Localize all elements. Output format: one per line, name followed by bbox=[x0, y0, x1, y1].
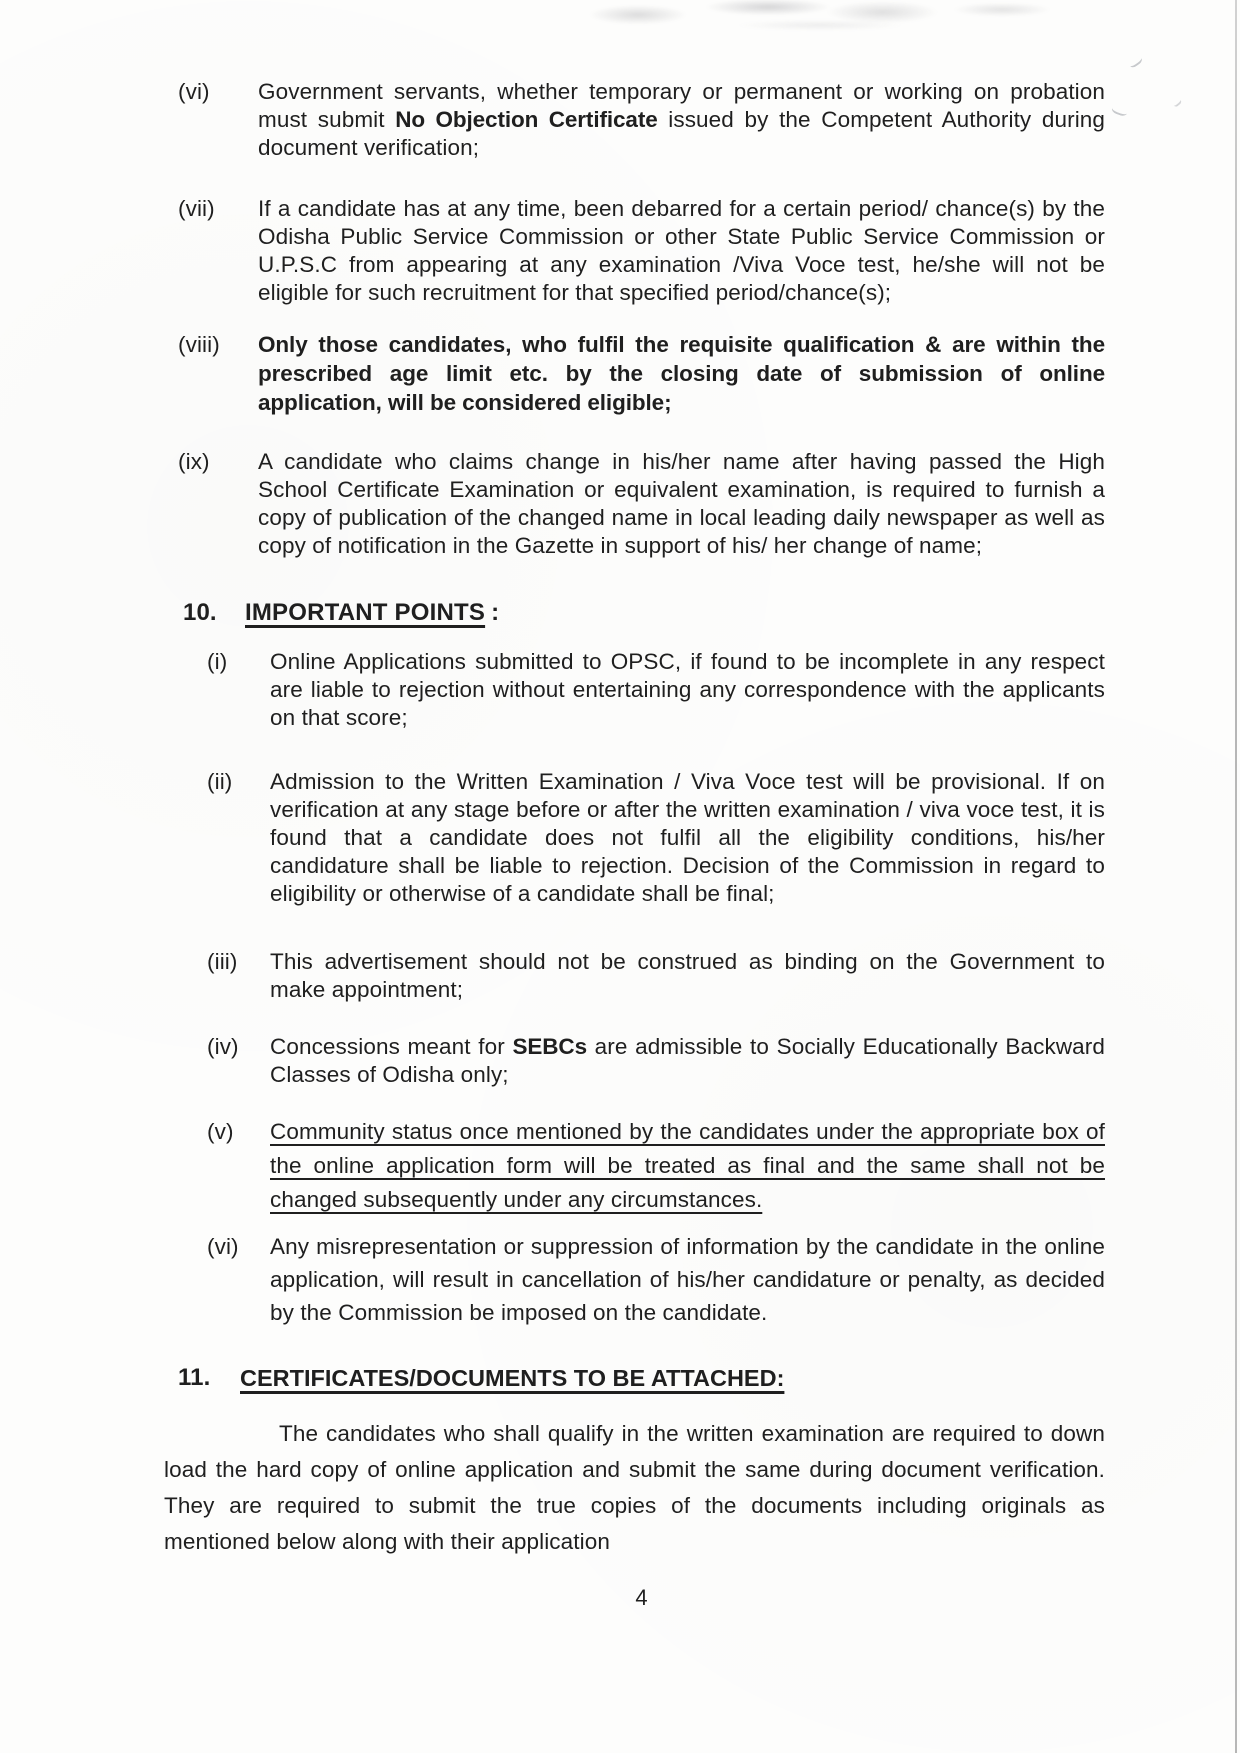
page-number: 4 bbox=[635, 1585, 648, 1610]
point-ii bbox=[207, 768, 1105, 908]
point-text: Concessions meant for SEBCs are admissible to Socially Educationally Backward Classes of Odisha only; bbox=[270, 1034, 1105, 1087]
clause-label: (viii) bbox=[178, 332, 220, 357]
section-number: 10. bbox=[183, 599, 217, 626]
section-title-colon: : bbox=[491, 599, 500, 626]
clause-text: Government servants, whether temporary or permanent or working on probation must submit No Objection Certificate issued by the Competent Authority during document verification; bbox=[258, 79, 1106, 160]
clause-label: (vi) bbox=[178, 79, 210, 104]
section-number: 11. bbox=[178, 1364, 211, 1391]
clause-text: A candidate who claims change in his/her name after having passed the High School Certificate Examination or equivalent examination, is required to furnish a copy of publication of the changed name in local leading daily newspaper as well as copy of notification in the Gazette in support of his/ her change of name; bbox=[258, 449, 1105, 558]
clause-text: Only those candidates, who fulfil the requisite qualification & are within the prescribed age limit etc. by the closing date of submission of online application, will be considered eligible; bbox=[258, 332, 1105, 415]
section-title: IMPORTANT POINTS bbox=[245, 599, 486, 626]
point-text: Admission to the Written Examination / Viva Voce test will be provisional. If on verification at any stage before or after the written examination / viva voce test, it is found that a candidate does not fulfil all the eligibility conditions, his/her candidature shall be liable to rejection. Decision of the Commission in regard to eligibility or otherwise of a candidate shall be final; bbox=[270, 769, 1105, 906]
point-label: (vi) bbox=[207, 1234, 239, 1259]
clause-label: (ix) bbox=[178, 449, 210, 474]
stray-pen-mark bbox=[1170, 96, 1182, 108]
point-iv bbox=[207, 1033, 1105, 1089]
clause-text: If a candidate has at any time, been debarred for a certain period/ chance(s) by the Odisha Public Service Commission or other State Public Service Commission or U.P.S.C from appearing at any examination /Viva Voce test, he/she will not be eligible for such recruitment for that specified period/chance(s); bbox=[258, 196, 1105, 305]
clause-ix bbox=[178, 448, 1105, 560]
clause-vi bbox=[178, 78, 1105, 162]
section-11-heading bbox=[178, 1364, 1105, 1392]
point-label: (ii) bbox=[207, 769, 233, 794]
point-text: Any misrepresentation or suppression of information by the candidate in the online application, will result in cancellation of his/her candidature or penalty, as decided by the Commission be imposed on the candidate. bbox=[270, 1234, 1105, 1325]
section-10-heading bbox=[178, 599, 1105, 627]
point-vi bbox=[207, 1230, 1105, 1329]
clause-viii bbox=[178, 330, 1105, 417]
section-title: CERTIFICATES/DOCUMENTS TO BE ATTACHED: bbox=[240, 1365, 785, 1391]
clause-label: (vii) bbox=[178, 196, 215, 221]
clause-vii bbox=[178, 195, 1105, 307]
point-text: Community status once mentioned by the candidates under the appropriate box of the online application form will be treated as final and the same shall not be changed subsequently under any circumstances. bbox=[270, 1119, 1105, 1212]
point-text: Online Applications submitted to OPSC, if found to be incomplete in any respect are liable to rejection without entertaining any correspondence with the applicants on that score; bbox=[270, 649, 1105, 730]
point-i bbox=[207, 648, 1105, 732]
important-points-list bbox=[207, 648, 1105, 1329]
point-label: (v) bbox=[207, 1119, 234, 1144]
point-label: (i) bbox=[207, 649, 228, 674]
stray-pen-mark bbox=[1126, 53, 1143, 69]
section-11-paragraph: The candidates who shall qualify in the written examination are required to down load the hard copy of online application and submit the same during document verification. They are required to submit the true copies of the documents including originals as mentioned below along with their application bbox=[164, 1421, 1105, 1554]
scan-edge-line bbox=[1235, 0, 1237, 1753]
stray-pen-mark bbox=[1111, 102, 1130, 118]
point-label: (iii) bbox=[207, 949, 238, 974]
document-body bbox=[164, 0, 1106, 1612]
point-text: This advertisement should not be construed as binding on the Government to make appointment; bbox=[270, 949, 1105, 1002]
point-iii bbox=[207, 948, 1105, 1004]
point-label: (iv) bbox=[207, 1034, 239, 1059]
point-v bbox=[207, 1115, 1105, 1217]
